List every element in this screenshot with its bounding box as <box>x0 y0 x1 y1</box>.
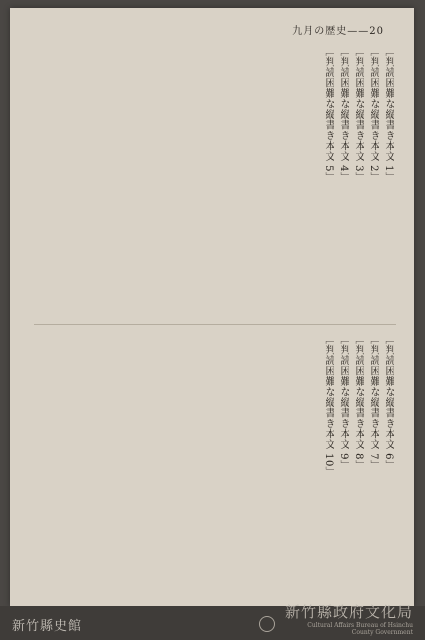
document-page <box>10 8 414 606</box>
text-column: ［判読困難な縦書き本文 9］ <box>338 334 349 471</box>
text-column: ［判読困難な縦書き本文 4］ <box>338 46 349 183</box>
section-divider <box>34 324 396 325</box>
text-column: ［判読困難な縦書き本文 3］ <box>353 46 364 183</box>
text-column: ［判読困難な縦書き本文 8］ <box>353 334 364 471</box>
top-text-block <box>36 46 394 316</box>
text-column: ［判読困難な縦書き本文 1］ <box>383 46 394 183</box>
bottom-text-block <box>36 334 394 596</box>
text-column: ［判読困難な縦書き本文 10］ <box>323 334 334 478</box>
archive-footer <box>0 603 425 640</box>
text-column: ［判読困難な縦書き本文 6］ <box>383 334 394 471</box>
text-column: ［判読困難な縦書き本文 7］ <box>368 334 379 471</box>
page-header: 九月の歴史——20 <box>292 26 384 37</box>
stamp-title: 新竹縣政府文化局 <box>284 603 413 621</box>
text-column: ［判読困難な縦書き本文 2］ <box>368 46 379 183</box>
seal-icon <box>259 616 275 632</box>
stamp-subtitle-1: Cultural Affairs Bureau of Hsinchu <box>307 622 413 629</box>
archive-stamp-left: 新竹縣史館 <box>12 619 83 634</box>
text-column: ［判読困難な縦書き本文 5］ <box>323 46 334 183</box>
stamp-subtitle-2: County Government <box>351 629 413 636</box>
archive-stamp-right <box>285 601 413 636</box>
